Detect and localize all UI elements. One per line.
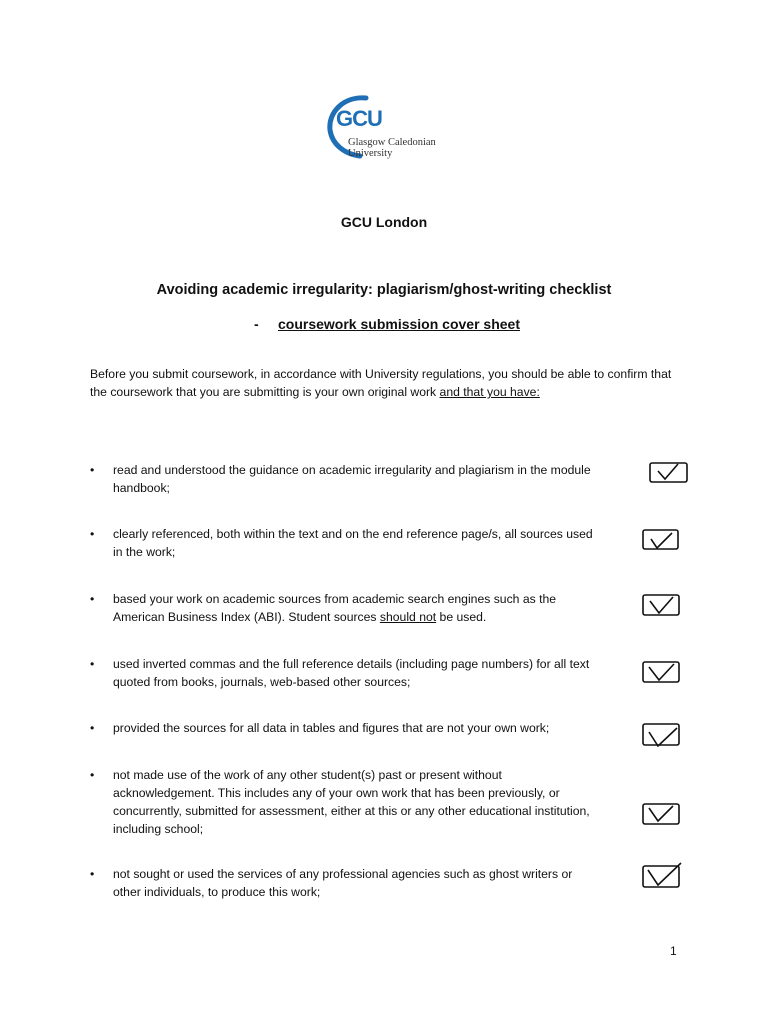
checkbox-checked-icon[interactable] <box>640 591 682 619</box>
logo-mark: GCU <box>336 106 382 131</box>
checklist-item-text: read and understood the guidance on academic irregularity and plagiarism in the module handbook; <box>113 463 591 495</box>
checklist-item-text: not sought or used the services of any professional agencies such as ghost writers or other individuals, to produce this work; <box>113 867 573 899</box>
checklist-item-text-after: be used. <box>436 610 487 624</box>
checklist-item-text-before: based your work on academic sources from academic search engines such as the American Business Index (ABI). Student sources <box>113 592 557 624</box>
checkbox-checked-icon[interactable] <box>640 720 682 752</box>
subtitle-dash: - <box>254 316 259 332</box>
checklist-item-text: not made use of the work of any other student(s) past or present without acknowledgement. This includes any of your own work that has been previously, or concurrently, submitted for assessment, either at this or any other educational institution, including school; <box>113 768 590 836</box>
checkbox-checked-icon[interactable] <box>640 860 684 892</box>
intro-underlined: and that you have: <box>439 385 540 399</box>
page-number: 1 <box>670 944 677 958</box>
page-heading: GCU London <box>340 214 428 230</box>
bullet-icon: • <box>90 657 95 671</box>
subtitle-text: coursework submission cover sheet <box>278 316 520 332</box>
logo-subtitle-line1: Glasgow Caledonian <box>348 137 436 148</box>
checklist-item-text <box>113 590 593 626</box>
bullet-icon: • <box>90 768 95 782</box>
logo-subtitle-line2: University <box>348 148 393 159</box>
gcu-logo <box>326 92 446 162</box>
page-subtitle <box>254 316 520 332</box>
intro-text: Before you submit coursework, in accordance with University regulations, you should be able to confirm that the coursework that you are submitting is your own original work <box>90 367 672 399</box>
bullet-icon: • <box>90 867 95 881</box>
bullet-icon: • <box>90 592 95 606</box>
bullet-icon: • <box>90 463 95 477</box>
checklist-item-text: clearly referenced, both within the text and on the end reference page/s, all sources used in the work; <box>113 527 593 559</box>
page-title: Avoiding academic irregularity: plagiarism/ghost-writing checklist <box>156 282 612 298</box>
intro-paragraph <box>90 365 690 401</box>
bullet-icon: • <box>90 721 95 735</box>
checklist-item-underlined: should not <box>379 610 437 624</box>
bullet-icon: • <box>90 527 95 541</box>
logo-subtitle <box>348 137 436 159</box>
checkbox-checked-icon[interactable] <box>640 800 682 828</box>
checkbox-checked-icon[interactable] <box>640 526 682 554</box>
checkbox-checked-icon[interactable] <box>648 460 690 486</box>
checklist-item-text: used inverted commas and the full reference details (including page numbers) for all text quoted from books, journals, web-based other sources; <box>113 657 590 689</box>
checklist-item-text: provided the sources for all data in tables and figures that are not your own work; <box>113 721 550 735</box>
checkbox-checked-icon[interactable] <box>640 658 682 686</box>
